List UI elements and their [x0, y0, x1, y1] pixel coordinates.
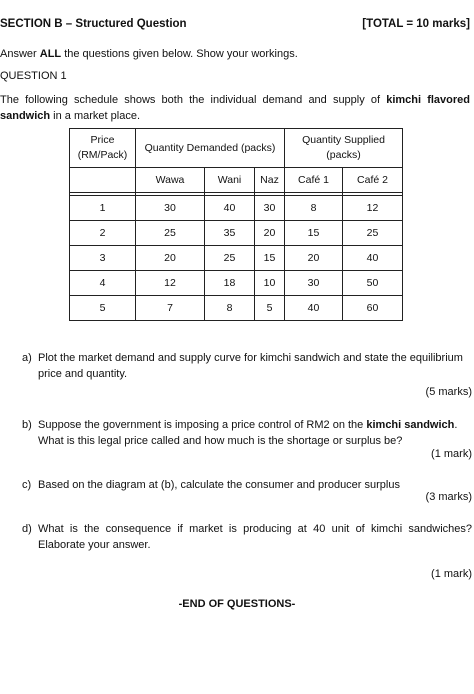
wawa-cell: 25 — [136, 221, 205, 246]
intro-post: in a market place. — [50, 110, 140, 122]
table-row — [70, 196, 403, 221]
question-b-label: b) — [22, 419, 32, 431]
question-c-text: Based on the diagram at (b), calculate the consumer and producer surplus — [38, 479, 400, 491]
price-cell: 3 — [70, 246, 136, 271]
price-cell: 5 — [70, 296, 136, 321]
question-c-marks: (3 marks) — [425, 491, 472, 503]
price-cell: 2 — [70, 221, 136, 246]
question-d — [22, 521, 472, 553]
wani-cell: 18 — [205, 271, 255, 296]
cafe1-cell: 40 — [285, 296, 343, 321]
question-a-text: Plot the market demand and supply curve for kimchi sandwich and state the equilibrium price and quantity. — [38, 352, 463, 380]
question-b-marks: (1 mark) — [431, 448, 472, 460]
cafe1-cell: 20 — [285, 246, 343, 271]
total-marks: [TOTAL = 10 marks] — [362, 18, 470, 30]
question-b-text-pre: Suppose the government is imposing a price control of RM2 on the — [38, 419, 367, 431]
seller-cafe-1: Café 1 — [285, 168, 343, 193]
buyer-wawa: Wawa — [136, 168, 205, 193]
question-d-text: What is the consequence if market is producing at 40 unit of kimchi sandwiches? Elaborate your answer. — [38, 523, 472, 551]
price-cell: 1 — [70, 196, 136, 221]
seller-cafe-2: Café 2 — [343, 168, 403, 193]
question-c-label: c) — [22, 479, 32, 491]
buyer-wani: Wani — [205, 168, 255, 193]
cafe2-cell: 12 — [343, 196, 403, 221]
wani-cell: 8 — [205, 296, 255, 321]
wawa-cell: 20 — [136, 246, 205, 271]
naz-cell: 20 — [255, 221, 285, 246]
question-a-marks: (5 marks) — [425, 386, 472, 398]
naz-cell: 30 — [255, 196, 285, 221]
cafe2-cell: 40 — [343, 246, 403, 271]
question-d-marks: (1 mark) — [431, 568, 472, 580]
cafe2-cell: 25 — [343, 221, 403, 246]
naz-cell: 10 — [255, 271, 285, 296]
wawa-cell: 30 — [136, 196, 205, 221]
wawa-cell: 12 — [136, 271, 205, 296]
naz-cell: 15 — [255, 246, 285, 271]
naz-cell: 5 — [255, 296, 285, 321]
cafe1-cell: 8 — [285, 196, 343, 221]
quantity-demanded-header: Quantity Demanded (packs) — [136, 129, 285, 168]
question-b — [22, 417, 472, 449]
wawa-cell: 7 — [136, 296, 205, 321]
schedule-table — [69, 128, 403, 321]
question-a-label: a) — [22, 352, 32, 364]
cafe1-cell: 30 — [285, 271, 343, 296]
instruction-pre: Answer — [0, 48, 40, 60]
question-b-text-bold: kimchi sandwich — [366, 419, 455, 431]
price-header: Price (RM/Pack) — [70, 129, 136, 168]
question-1-intro — [0, 92, 470, 124]
table-row — [70, 296, 403, 321]
buyer-naz: Naz — [255, 168, 285, 193]
question-1-title: QUESTION 1 — [0, 70, 67, 82]
intro-bold: kimchi flavored sandwich — [0, 94, 470, 122]
cafe1-cell: 15 — [285, 221, 343, 246]
intro-pre: The following schedule shows both the individual demand and supply of — [0, 94, 387, 106]
instruction-post: the questions given below. Show your workings. — [61, 48, 298, 60]
question-d-label: d) — [22, 523, 32, 535]
cafe2-cell: 50 — [343, 271, 403, 296]
end-of-questions: -END OF QUESTIONS- — [178, 598, 296, 610]
quantity-supplied-header: Quantity Supplied (packs) — [285, 129, 403, 168]
question-b-text-post: . What is this legal price called and how much is the shortage or surplus be? — [38, 419, 458, 447]
price-cell: 4 — [70, 271, 136, 296]
instruction — [0, 48, 298, 60]
question-a — [22, 350, 472, 382]
table-row — [70, 221, 403, 246]
wani-cell: 35 — [205, 221, 255, 246]
section-title: SECTION B – Structured Question — [0, 18, 187, 30]
instruction-bold: ALL — [39, 48, 62, 60]
table-row — [70, 246, 403, 271]
question-c — [22, 477, 472, 493]
table-row — [70, 271, 403, 296]
wani-cell: 40 — [205, 196, 255, 221]
question-b-text — [38, 417, 472, 449]
cafe2-cell: 60 — [343, 296, 403, 321]
price-subheader-empty — [70, 168, 136, 193]
wani-cell: 25 — [205, 246, 255, 271]
